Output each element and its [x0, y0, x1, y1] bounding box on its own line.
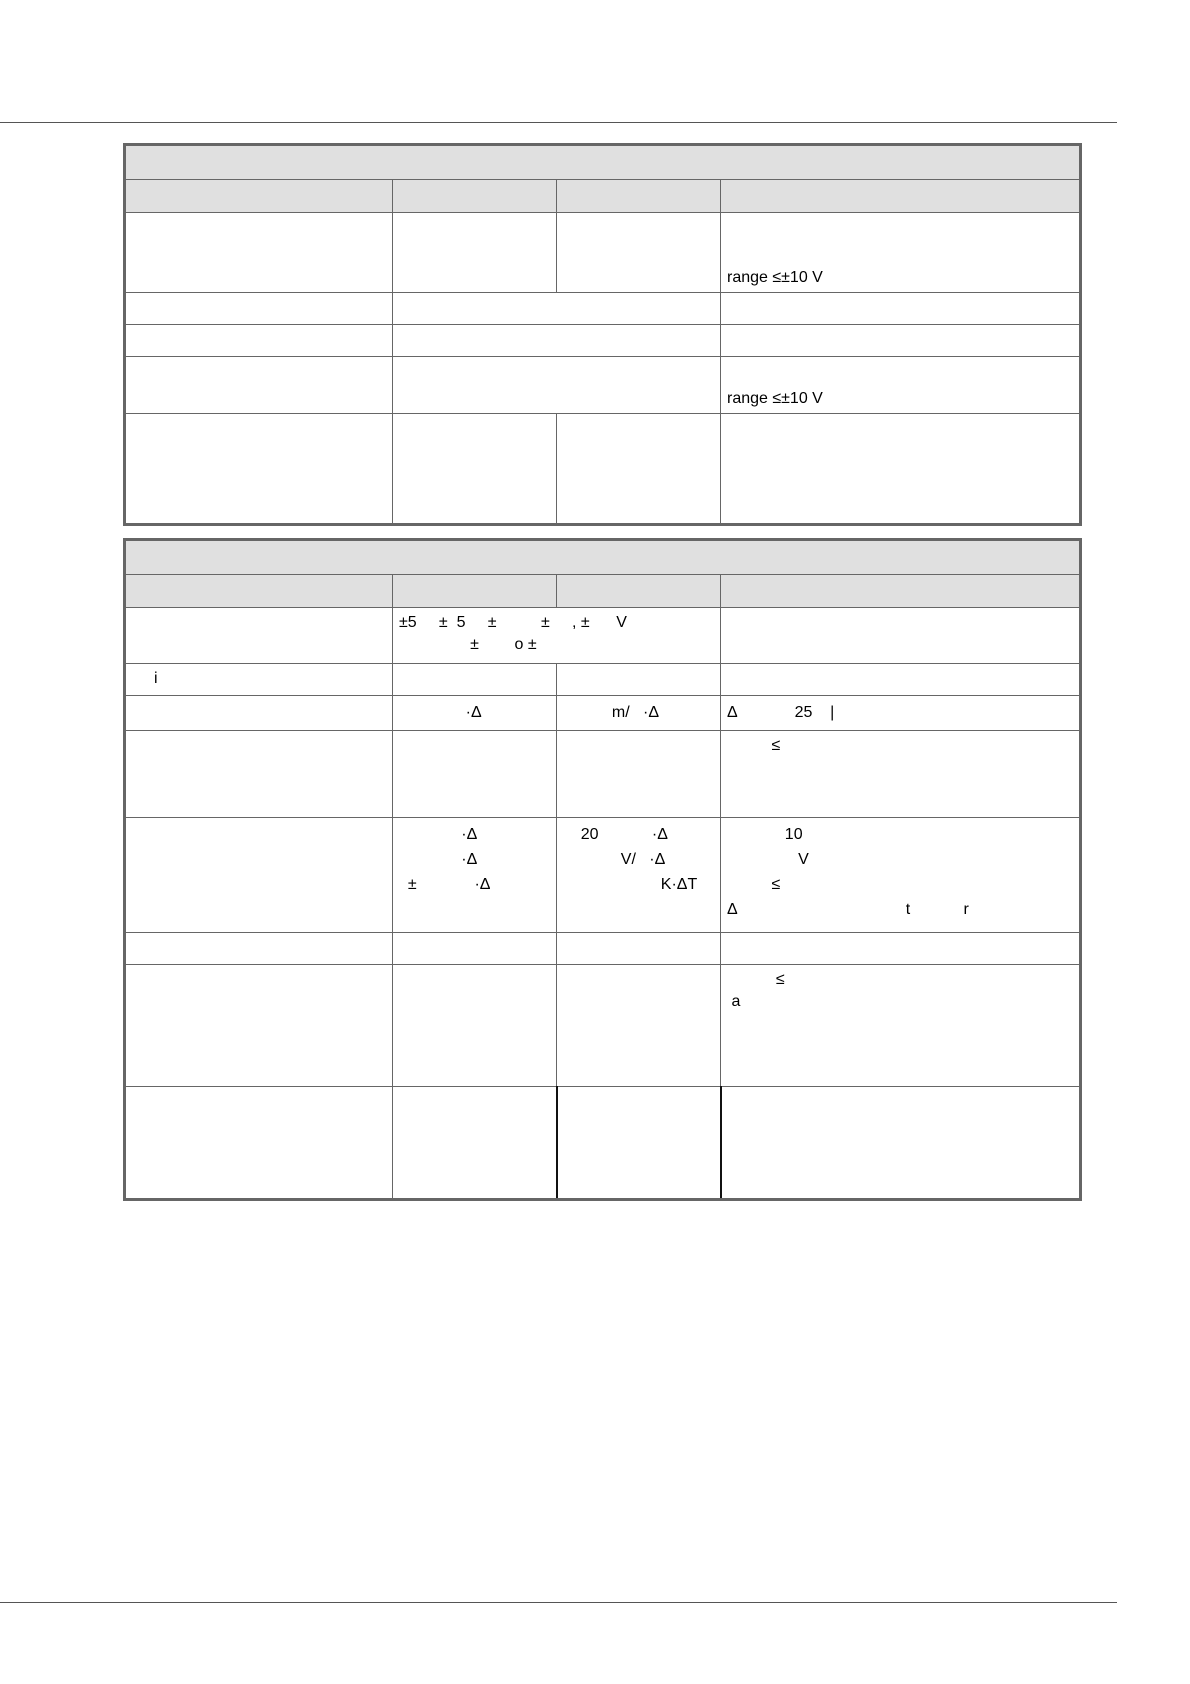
min-cell: ·Δ ·Δ ± ·Δ	[393, 818, 557, 933]
table-title-row	[125, 540, 1081, 575]
parameter-cell	[125, 608, 393, 664]
table-row	[125, 414, 1081, 525]
table-row	[125, 933, 1081, 965]
header-min	[393, 575, 557, 608]
conditions-cell	[721, 414, 1081, 525]
parameter-cell	[125, 933, 393, 965]
conditions-cell	[721, 325, 1081, 357]
table-row	[125, 965, 1081, 1087]
parameter-cell	[125, 1087, 393, 1200]
conditions-cell	[721, 608, 1081, 664]
table-row	[125, 357, 1081, 414]
table-row	[125, 818, 1081, 933]
parameter-cell	[125, 696, 393, 731]
conditions-cell: range ≤±10 V	[721, 213, 1081, 293]
table-row	[125, 1087, 1081, 1200]
header-min	[393, 180, 557, 213]
spec-table-1	[123, 143, 1082, 526]
typ-cell: m/ ·Δ	[557, 696, 721, 731]
range-cell: ±5 ± 5 ± ± , ± V ± o ±	[393, 608, 721, 664]
table-header-row	[125, 575, 1081, 608]
table-row	[125, 696, 1081, 731]
header-parameter	[125, 180, 393, 213]
parameter-cell	[125, 731, 393, 818]
conditions-cell: Δ 25 |	[721, 696, 1081, 731]
min-cell: ·Δ	[393, 696, 557, 731]
conditions-cell: 10 V ≤ Δ t r	[721, 818, 1081, 933]
header-typ	[557, 575, 721, 608]
conditions-cell: ≤	[721, 731, 1081, 818]
table-header-row	[125, 180, 1081, 213]
table-row	[125, 325, 1081, 357]
footer-rule	[0, 1602, 1117, 1603]
table-row	[125, 664, 1081, 696]
table-row	[125, 293, 1081, 325]
typ-cell: 20 ·Δ V/ ·Δ K·ΔT	[557, 818, 721, 933]
header-conditions	[721, 180, 1081, 213]
conditions-cell	[721, 293, 1081, 325]
parameter-cell	[125, 965, 393, 1087]
header-conditions	[721, 575, 1081, 608]
parameter-cell: i	[125, 664, 393, 696]
table-row	[125, 608, 1081, 664]
conditions-cell: range ≤±10 V	[721, 357, 1081, 414]
header-typ	[557, 180, 721, 213]
spec-table-2	[123, 538, 1082, 1201]
table-row	[125, 213, 1081, 293]
header-rule	[0, 122, 1117, 123]
parameter-cell	[125, 818, 393, 933]
table-title-row	[125, 145, 1081, 180]
conditions-cell: ≤ a	[721, 965, 1081, 1087]
table-row	[125, 731, 1081, 818]
header-parameter	[125, 575, 393, 608]
